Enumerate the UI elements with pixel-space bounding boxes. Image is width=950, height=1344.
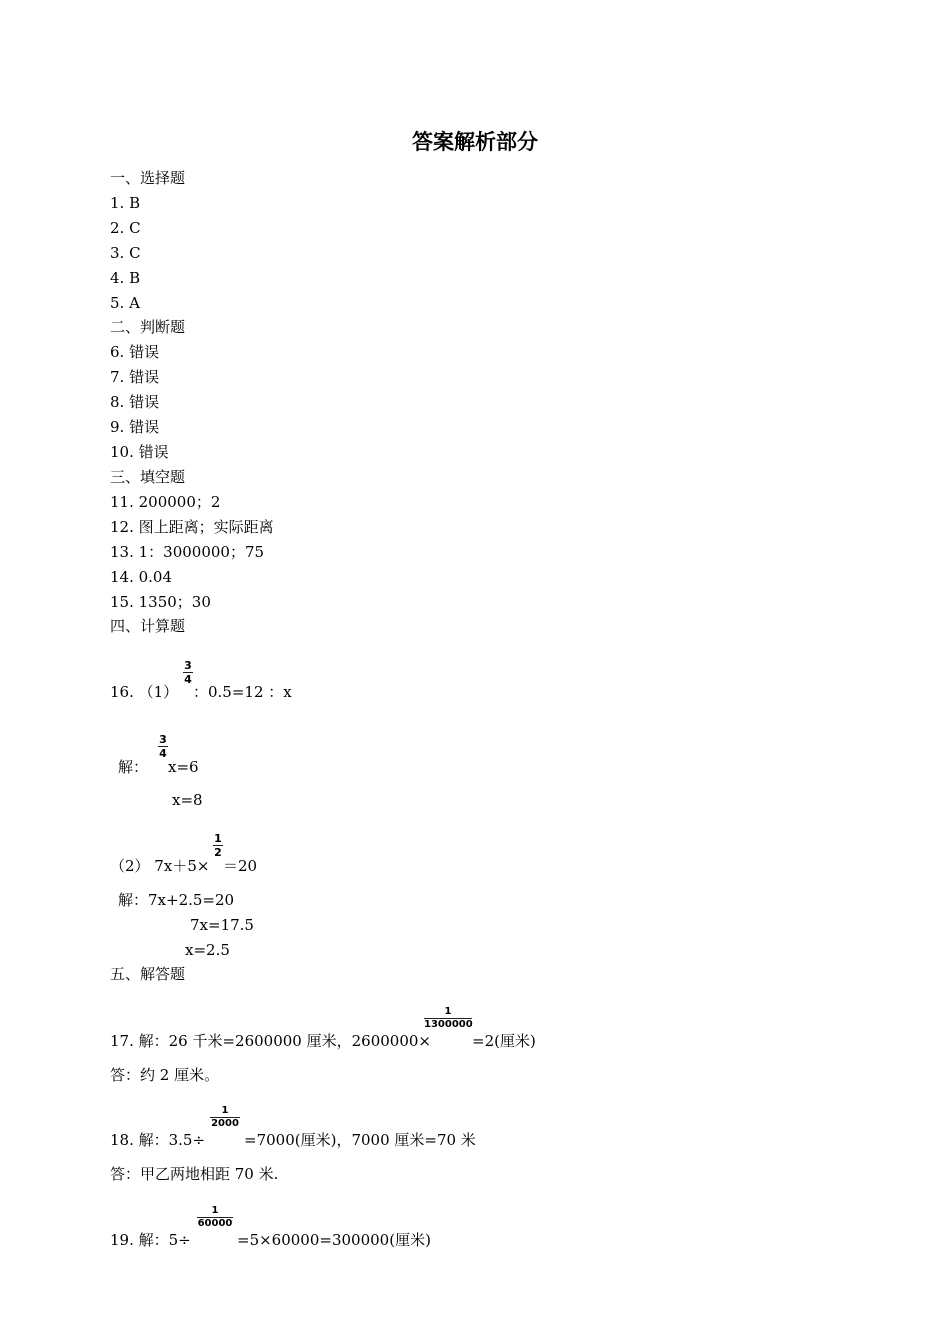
answer-line: 5. A: [110, 294, 140, 312]
page-title: 答案解析部分: [412, 130, 538, 154]
fraction-three-quarters: 3 4: [184, 659, 192, 686]
answer-line: 3. C: [110, 244, 141, 262]
calc-q16-prefix: 16. （1）: [110, 683, 179, 701]
section-heading-solve: 五、解答题: [110, 965, 186, 983]
solve-q19-result: =5×60000=300000(厘米): [237, 1231, 431, 1249]
answer-line: 11. 200000；2: [110, 493, 221, 511]
answer-line: 8. 错误: [110, 393, 160, 411]
answer-line: 7. 错误: [110, 368, 160, 386]
section-heading-choice: 一、选择题: [110, 169, 186, 187]
answer-line: 9. 错误: [110, 418, 160, 436]
answer-line: 14. 0.04: [110, 568, 173, 586]
solve-q17-result: =2(厘米): [472, 1032, 536, 1050]
fraction-scale-2000: 1 2000: [211, 1105, 239, 1129]
answer-line: 4. B: [110, 269, 141, 287]
fraction-scale-1300000: 1 1300000: [424, 1006, 473, 1030]
solve-q17-prefix: 17. 解：26 千米=2600000 厘米，2600000×: [110, 1032, 431, 1050]
answer-line: 10. 错误: [110, 443, 169, 461]
section-heading-judge: 二、判断题: [110, 318, 186, 336]
answer-line: 2. C: [110, 219, 141, 237]
solution-step: 7x=17.5: [190, 916, 254, 934]
solution-step: x=2.5: [185, 941, 230, 959]
calc-q2-prefix: （2） 7x＋5×: [110, 857, 210, 875]
answer-line: 13. 1：3000000；75: [110, 543, 265, 561]
answer-statement: 答：甲乙两地相距 70 米.: [110, 1165, 279, 1183]
solve-q18-result: =7000(厘米)，7000 厘米=70 米: [244, 1131, 476, 1149]
answer-line: 1. B: [110, 194, 141, 212]
calc-q2-suffix: ＝20: [223, 857, 258, 875]
answer-line: 12. 图上距离；实际距离: [110, 518, 274, 536]
section-heading-fill: 三、填空题: [110, 468, 186, 486]
answer-line: 15. 1350；30: [110, 593, 211, 611]
fraction-scale-60000: 1 60000: [197, 1205, 233, 1229]
fraction-one-half: 1 2: [214, 832, 222, 859]
solution-step: x=6: [168, 758, 199, 776]
solve-q19-prefix: 19. 解：5÷: [110, 1231, 191, 1249]
calc-q16-ratio: ：0.5=12 ：x: [193, 683, 292, 701]
solve-q18-prefix: 18. 解：3.5÷: [110, 1131, 206, 1149]
solution-label: 解：: [118, 758, 149, 776]
fraction-three-quarters: 3 4: [159, 733, 167, 760]
solution-step: x=8: [172, 791, 203, 809]
solution-step: 解：7x+2.5=20: [118, 891, 235, 909]
answer-line: 6. 错误: [110, 343, 160, 361]
answer-statement: 答：约 2 厘米。: [110, 1066, 220, 1084]
section-heading-calc: 四、计算题: [110, 617, 186, 635]
